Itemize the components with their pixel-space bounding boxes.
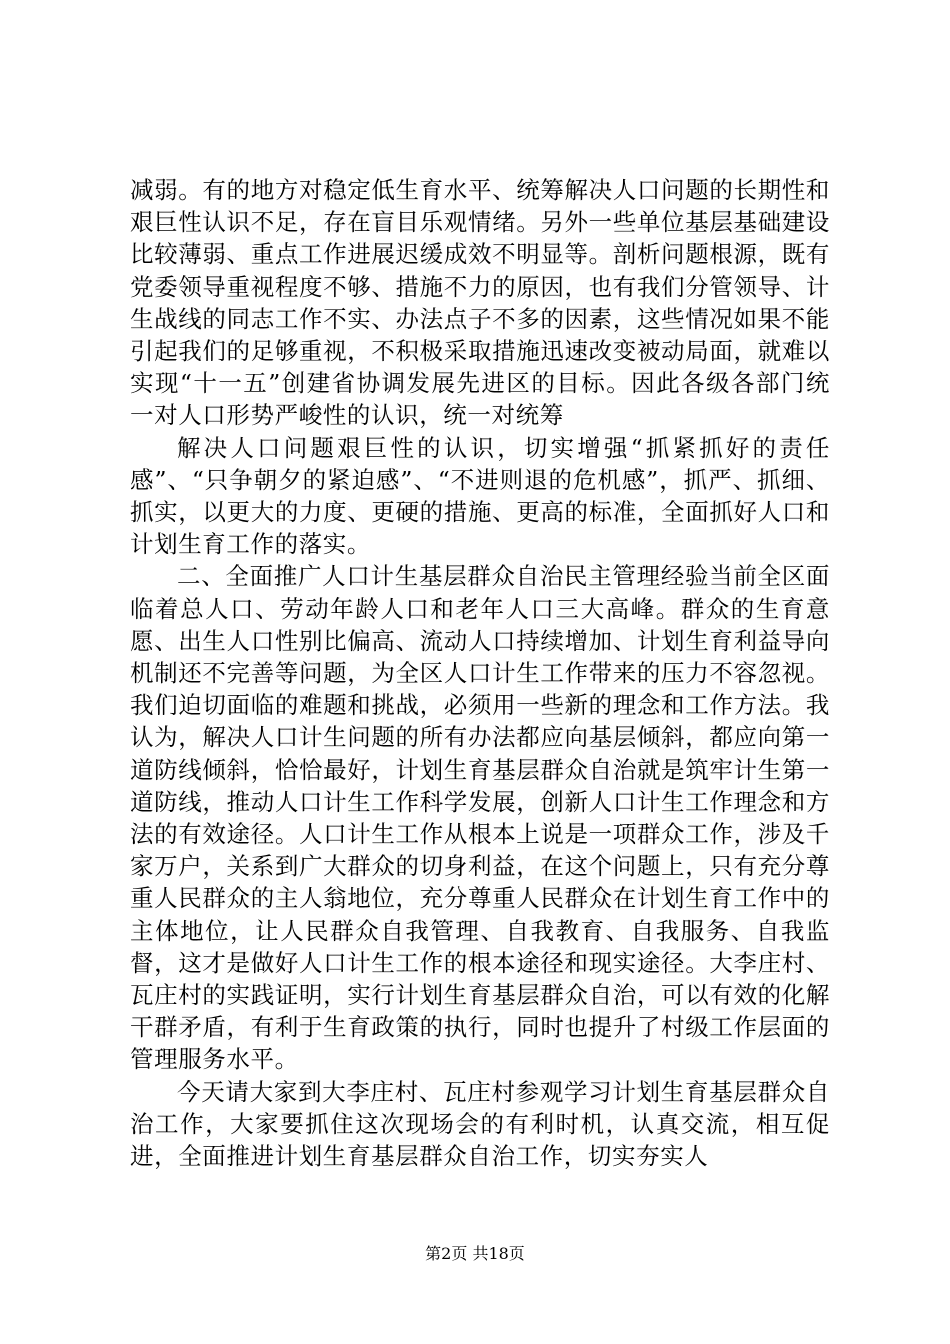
document-body <box>130 174 830 1172</box>
paragraph-4: 今天请大家到大李庄村、瓦庄村参观学习计划生育基层群众自治工作，大家要抓住这次现场会的有利时机，认真交流，相互促进，全面推进计划生育基层群众自治工作，切实夯实人 <box>130 1077 830 1171</box>
page-footer <box>0 1244 950 1264</box>
paragraph-2: 解决人口问题艰巨性的认识，切实增强“抓紧抓好的责任感”、“只争朝夕的紧迫感”、“不进则退的危机感”，抓严、抓细、抓实，以更大的力度、更硬的措施、更高的标准，全面抓好人口和计划生育工作的落实。 <box>130 433 830 559</box>
paragraph-1: 减弱。有的地方对稳定低生育水平、统筹解决人口问题的长期性和艰巨性认识不足，存在盲目乐观情绪。另外一些单位基层基础建设比较薄弱、重点工作进展迟缓成效不明显等。剖析问题根源，既有党委领导重视程度不够、措施不力的原因，也有我们分管领导、计生战线的同志工作不实、办法点子不多的因素，这些情况如果不能引起我们的足够重视，不积极采取措施迅速改变被动局面，就难以实现“十一五”创建省协调发展先进区的目标。因此各级各部门统一对人口形势严峻性的认识，统一对统筹 <box>130 176 830 430</box>
page-number-label: 第2页 共18页 <box>425 1244 525 1263</box>
paragraph-3: 二、全面推广人口计生基层群众自治民主管理经验当前全区面临着总人口、劳动年龄人口和老年人口三大高峰。群众的生育意愿、出生人口性别比偏高、流动人口持续增加、计划生育利益导向机制还不完善等问题，为全区人口计生工作带来的压力不容忽视。我们迫切面临的难题和挑战，必须用一些新的理念和工作方法。我认为，解决人口计生问题的所有办法都应向基层倾斜，都应向第一道防线倾斜，恰恰最好，计划生育基层群众自治就是筑牢计生第一道防线，推动人口计生工作科学发展，创新人口计生工作理念和方法的有效途径。人口计生工作从根本上说是一项群众工作，涉及千家万户，关系到广大群众的切身利益，在这个问题上，只有充分尊重人民群众的主人翁地位，充分尊重人民群众在计划生育工作中的主体地位，让人民群众自我管理、自我教育、自我服务、自我监督，这才是做好人口计生工作的根本途径和现实途径。大李庄村、瓦庄村的实践证明，实行计划生育基层群众自治，可以有效的化解干群矛盾，有利于生育政策的执行，同时也提升了村级工作层面的管理服务水平。 <box>130 562 830 1074</box>
